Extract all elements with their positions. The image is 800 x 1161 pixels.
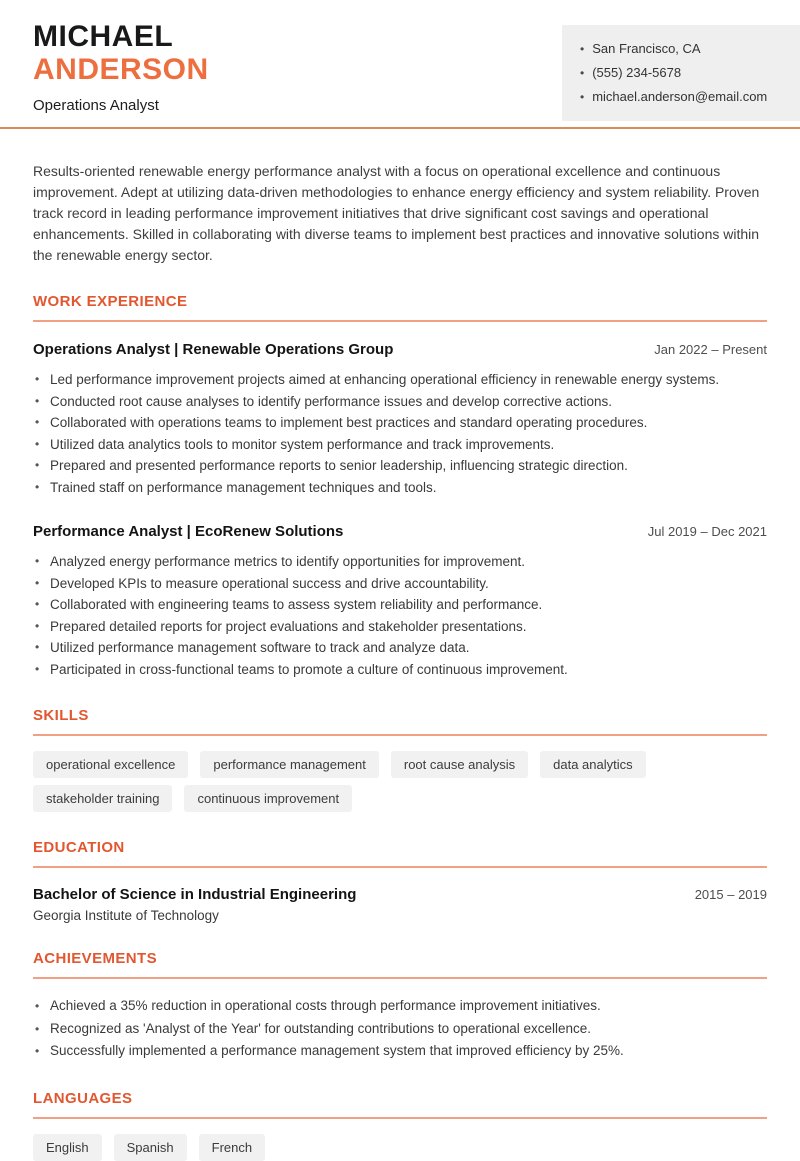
language-tag: Spanish xyxy=(114,1134,187,1161)
first-name: MICHAEL xyxy=(33,20,174,53)
section-languages xyxy=(33,1090,767,1161)
contact-location-text: San Francisco, CA xyxy=(592,41,701,56)
achievements-heading: ACHIEVEMENTS xyxy=(33,950,767,979)
role-title: Operations Analyst xyxy=(33,97,159,114)
job-header xyxy=(33,341,767,358)
job-title: Operations Analyst | Renewable Operations Group xyxy=(33,341,394,358)
section-achievements xyxy=(33,950,767,1063)
job-title: Performance Analyst | EcoRenew Solutions xyxy=(33,523,344,540)
bullet-item: • Prepared and presented performance reports to senior leadership, influencing strategic direction. xyxy=(33,455,767,477)
work-experience-heading: WORK EXPERIENCE xyxy=(33,293,767,322)
contact-phone-text: (555) 234-5678 xyxy=(592,65,682,80)
language-tag: English xyxy=(33,1134,102,1161)
bullet-icon: • xyxy=(580,90,585,104)
education-heading: EDUCATION xyxy=(33,839,767,868)
bullet-item: • Trained staff on performance management techniques and tools. xyxy=(33,477,767,499)
resume-body xyxy=(0,161,800,1161)
bullet-item: • Collaborated with engineering teams to assess system reliability and performance. xyxy=(33,594,767,616)
degree-title: Bachelor of Science in Industrial Engineering xyxy=(33,886,357,903)
job-header xyxy=(33,523,767,540)
bullet-item: • Participated in cross-functional teams to promote a culture of continuous improvement. xyxy=(33,659,767,681)
skill-tag: stakeholder training xyxy=(33,785,172,812)
achievements-list xyxy=(33,995,767,1063)
section-work-experience xyxy=(33,293,767,680)
job-dates: Jan 2022 – Present xyxy=(654,342,767,357)
languages-tag-list xyxy=(33,1134,767,1161)
contact-email xyxy=(580,85,784,109)
last-name: ANDERSON xyxy=(33,53,209,86)
skill-tag: root cause analysis xyxy=(391,751,528,778)
contact-card xyxy=(562,25,800,121)
job-entry xyxy=(33,341,767,498)
job-bullet-list xyxy=(33,369,767,498)
bullet-icon: • xyxy=(580,66,585,80)
contact-email-text: michael.anderson@email.com xyxy=(592,89,768,104)
achievement-item: • Successfully implemented a performance management system that improved efficiency by 25%. xyxy=(33,1040,767,1063)
contact-phone xyxy=(580,61,784,85)
bullet-item: • Prepared detailed reports for project evaluations and stakeholder presentations. xyxy=(33,616,767,638)
bullet-icon: • xyxy=(580,42,585,56)
school-name: Georgia Institute of Technology xyxy=(33,908,219,923)
education-dates: 2015 – 2019 xyxy=(694,887,767,902)
skill-tag: operational excellence xyxy=(33,751,188,778)
skill-tag: performance management xyxy=(200,751,378,778)
achievement-item: • Recognized as 'Analyst of the Year' for outstanding contributions to operational excellence. xyxy=(33,1018,767,1041)
bullet-item: • Developed KPIs to measure operational success and drive accountability. xyxy=(33,573,767,595)
bullet-item: • Analyzed energy performance metrics to identify opportunities for improvement. xyxy=(33,551,767,573)
job-entry xyxy=(33,523,767,680)
skill-tag: continuous improvement xyxy=(184,785,352,812)
skills-heading: SKILLS xyxy=(33,707,767,736)
bullet-item: • Conducted root cause analyses to identify performance issues and develop corrective actions. xyxy=(33,391,767,413)
education-header xyxy=(33,886,767,903)
job-bullet-list xyxy=(33,551,767,680)
bullet-item: • Collaborated with operations teams to implement best practices and standard operating procedures. xyxy=(33,412,767,434)
languages-heading: LANGUAGES xyxy=(33,1090,767,1119)
job-dates: Jul 2019 – Dec 2021 xyxy=(647,524,767,539)
achievement-item: • Achieved a 35% reduction in operational costs through performance improvement initiatives. xyxy=(33,995,767,1018)
contact-location xyxy=(580,37,784,61)
bullet-item: • Utilized performance management software to track and analyze data. xyxy=(33,637,767,659)
education-entry xyxy=(33,886,767,923)
language-tag: French xyxy=(199,1134,265,1161)
skill-tag: data analytics xyxy=(540,751,646,778)
bullet-item: • Led performance improvement projects aimed at enhancing operational efficiency in renewable energy systems. xyxy=(33,369,767,391)
resume-header xyxy=(0,0,800,129)
summary-text: Results-oriented renewable energy performance analyst with a focus on operational excellence and continuous improvement. Adept at utilizing data-driven methodologies to enhance energy efficiency and system reliability. Proven track record in leading performance improvement initiatives that drive significant cost savings and operational enhancements. Skilled in collaborating with diverse teams to implement best practices and innovative solutions within the renewable energy sector. xyxy=(33,163,760,263)
section-skills xyxy=(33,707,767,812)
section-education xyxy=(33,839,767,923)
bullet-item: • Utilized data analytics tools to monitor system performance and track improvements. xyxy=(33,434,767,456)
skills-tag-list xyxy=(33,751,767,812)
